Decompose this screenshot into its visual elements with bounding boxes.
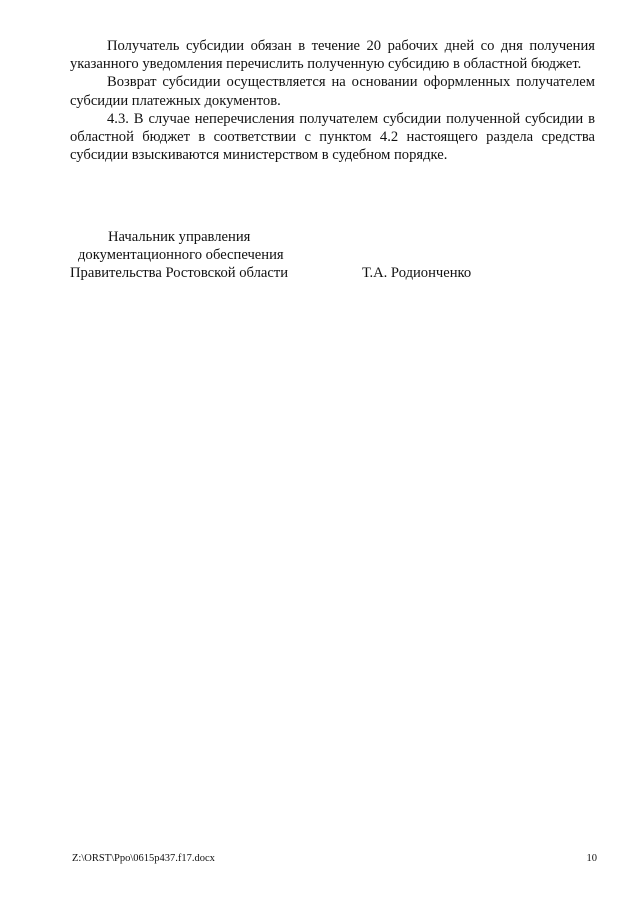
signature-block: [70, 228, 595, 283]
paragraph-4-3: 4.3. В случае неперечисления получателем субсидии полученной субсидии в областной бюджет в соответствии с пунктом 4.2 настоящего раздела средства субсидии взыскиваются министерством в судебном порядке.: [70, 110, 595, 164]
page-number: 10: [586, 853, 597, 864]
signatory-title-line-2: документационного обеспечения: [78, 247, 284, 264]
signatory-title-line-3: Правительства Ростовской области: [70, 265, 289, 282]
document-body: [70, 37, 595, 164]
signatory-title-line-1: Начальник управления: [108, 229, 251, 245]
footer-file-path: Z:\ORST\Ppo\0615p437.f17.docx: [72, 853, 215, 864]
signatory-name: Т.А. Родионченко: [362, 265, 472, 282]
paragraph-refund-basis: Возврат субсидии осуществляется на основании оформленных получателем субсидии платежных документов.: [70, 74, 595, 109]
paragraph-refund-obligation: Получатель субсидии обязан в течение 20 рабочих дней со дня получения указанного уведомления перечислить полученную субсидию в областной бюджет.: [70, 38, 595, 73]
